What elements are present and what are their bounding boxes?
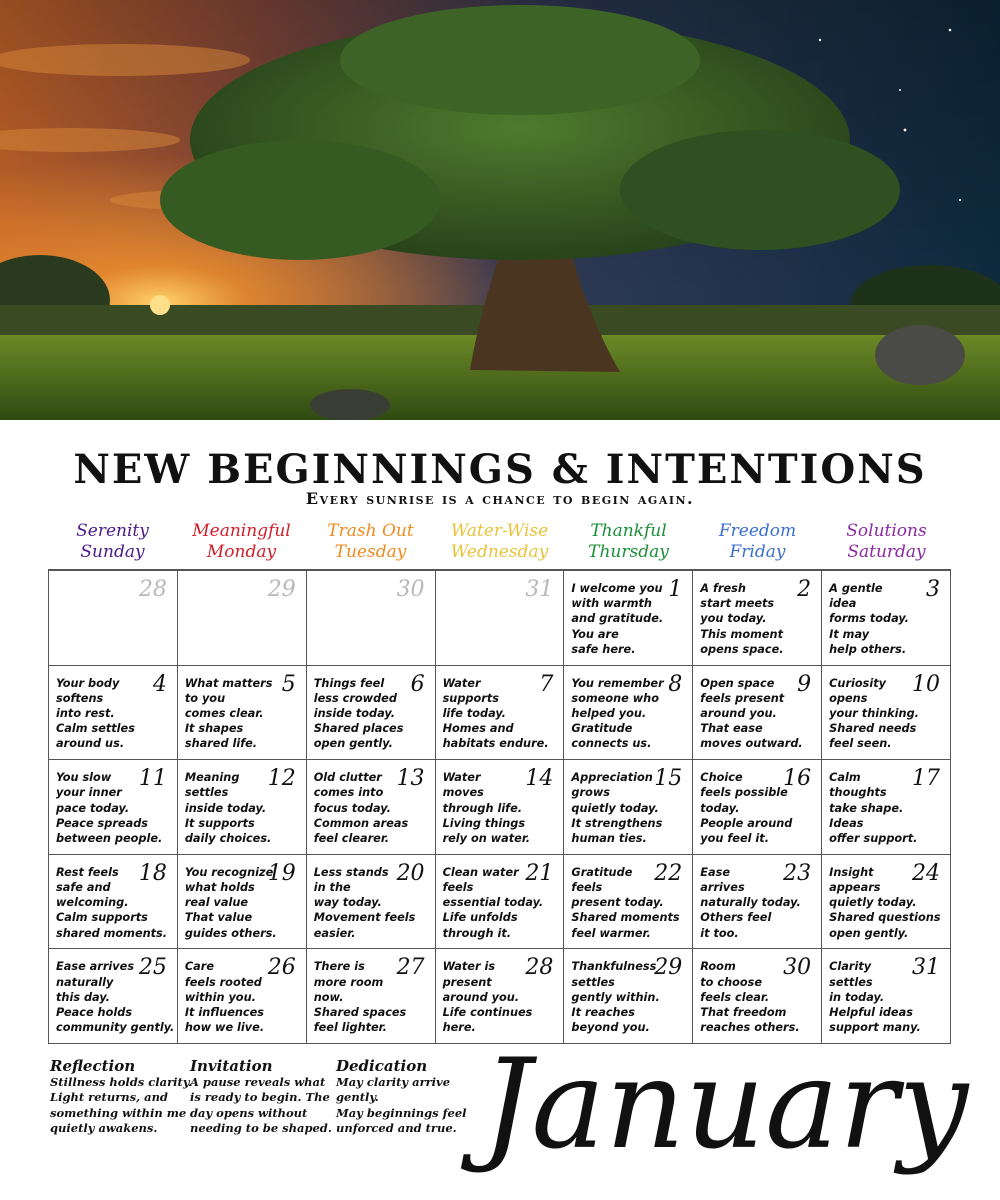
calendar-day-cell [49,666,178,761]
intention-line: and gratitude. [571,612,664,626]
calendar-day-cell [307,855,436,950]
intention-line: inside today. [313,707,396,720]
calendar-day-cell [49,949,178,1044]
day-number: 30 [783,955,812,981]
day-number: 22 [654,860,683,886]
day-number: 5 [281,671,296,697]
intention-line: you today. [700,612,767,626]
day-number: 26 [267,955,296,981]
reflection-line: quietly awakens. [50,1120,158,1135]
intention-line: your thinking. [829,707,919,720]
calendar-day-cell [178,949,307,1044]
intention-line: Open space [700,676,775,690]
dedication-note [336,1057,467,1136]
dedication-line: May clarity arrive [336,1075,451,1089]
intention-line: arrives [700,881,745,894]
weekday-header [564,521,693,569]
intention-line: Care [184,960,214,974]
day-number: 4 [152,671,167,697]
intention-line: Calm [829,771,861,785]
day-number: 31 [525,577,554,602]
oak-tree-landscape [0,0,1000,420]
day-intention [185,770,287,846]
intention-line: You recognize [184,865,274,879]
intention-line: now. [313,990,344,1004]
intention-line: Common areas [313,816,409,830]
intention-line: Room [700,960,736,974]
intention-line: idea [829,597,857,611]
day-intention [314,959,416,1035]
intention-line: gently within. [571,990,660,1004]
intention-line: open gently. [829,926,909,940]
intention-line: guides others. [184,926,277,940]
intention-line: Rest feels [56,865,119,879]
intention-line: comes into [313,786,384,800]
intention-line: supports [442,691,499,705]
intention-line: Living things [442,816,526,830]
dedication-line: gently. [336,1090,379,1105]
day-intention [56,865,168,941]
intention-line: You slow [56,771,112,785]
page-subtitle: Every sunrise is a chance to begin again. [305,489,695,508]
page-title: NEW BEGINNINGS & INTENTIONS [73,446,927,493]
intention-line: take shape. [829,801,904,815]
intention-line: Water [442,676,481,690]
calendar-day-cell [693,571,822,666]
intention-line: life today. [442,707,506,720]
intention-line: grows [571,786,611,800]
reflection-line: Stillness holds clarity. [50,1075,193,1089]
intention-line: Appreciation [571,771,653,785]
reflection-title: Reflection [50,1057,136,1075]
intention-line: Life unfolds [442,911,518,925]
intention-line: someone who [571,691,659,705]
reflection-line: something within me [50,1105,187,1120]
intention-line: quietly today. [571,801,659,815]
intention-line: This moment [700,627,783,641]
intention-line: connects us. [571,737,652,751]
weekday-name: Sunday [80,542,145,562]
intention-line: Water [442,771,481,785]
intention-line: around us. [56,737,125,751]
calendar-day-cell [693,760,822,855]
weekday-theme: Meaningful [192,521,291,541]
intention-line: offer support. [829,832,918,845]
intention-line: rely on water. [442,832,531,845]
invitation-text [190,1075,332,1136]
intention-line: help others. [829,642,907,656]
reflection-note [50,1057,192,1136]
day-number: 18 [138,860,167,886]
day-intention [443,865,545,941]
calendar-day-cell [822,666,951,761]
weekday-theme: Trash Out [327,521,414,541]
intention-line: Homes and [442,722,514,736]
day-intention [700,676,802,752]
intention-line: Things feel [313,676,385,690]
day-number: 21 [525,860,554,886]
intention-line: feels rooted [184,975,262,989]
day-number: 16 [783,766,812,792]
weekday-theme: Serenity [76,521,149,541]
intention-line: present today. [571,896,664,910]
intention-line: feels [442,881,474,894]
intention-line: inside today. [184,801,267,815]
calendar-day-cell [822,760,951,855]
weekday-theme: Solutions [846,521,927,541]
invitation-line: day opens without [190,1105,308,1120]
intention-line: into rest. [56,707,115,720]
intention-line: your inner [56,786,122,800]
intention-line: how we live. [184,1021,265,1035]
intention-line: I welcome you [571,582,663,595]
intention-line: Ease arrives [56,960,135,974]
intention-line: human ties. [571,832,647,845]
weekday-header [435,521,564,569]
calendar-day-cell [307,949,436,1044]
intention-line: focus today. [313,801,391,815]
intention-line: feel warmer. [571,926,651,940]
intention-line: with warmth [571,597,652,611]
calendar-day-cell [693,855,822,950]
day-number: 14 [525,766,554,792]
calendar-day-cell [436,571,565,666]
day-intention [829,676,931,752]
intention-line: There is [313,960,365,974]
intention-line: You remember [571,676,664,690]
intention-line: helped you. [571,707,647,720]
day-intention [56,770,163,846]
intention-line: way today. [313,896,382,910]
weekday-theme: Thankful [590,521,667,541]
intention-line: moves [442,786,484,800]
hero-image [0,0,1000,420]
dedication-text [336,1075,467,1136]
day-number: 31 [912,955,940,981]
calendar-day-cell [564,855,693,950]
intention-line: A gentle [829,582,883,595]
invitation-line: is ready to begin. The [190,1090,330,1105]
intention-line: beyond you. [571,1021,650,1035]
month-name: January [481,1033,969,1177]
intention-line: What matters [184,676,273,690]
intention-line: opens space. [700,642,784,656]
day-number: 8 [668,671,683,697]
intention-line: safe and [56,881,111,894]
intention-line: it too. [700,926,739,940]
intention-line: shared moments. [56,926,168,940]
intention-line: present [442,975,492,989]
calendar-day-cell [49,855,178,950]
weekday-header-row [48,521,951,569]
calendar-day-cell [564,666,693,761]
day-number: 9 [797,671,812,697]
intention-line: Calm settles [56,722,135,736]
day-intention [185,676,287,752]
calendar-day-cell [307,666,436,761]
intention-line: That value [184,911,253,925]
intention-line: It reaches [571,1006,635,1019]
intention-line: Others feel [700,911,772,925]
intention-line: Less stands [313,865,389,879]
day-intention [571,865,680,941]
day-number: 29 [654,955,683,981]
intention-line: Shared questions [829,911,941,925]
intention-line: feel clearer. [313,832,390,845]
intention-line: Peace holds [56,1006,133,1019]
calendar-day-cell [49,571,178,666]
intention-line: feels possible [700,786,788,800]
intention-line: Curiosity [829,676,887,690]
intention-line: reaches others. [700,1021,800,1035]
intention-line: Shared spaces [313,1006,407,1019]
day-intention [829,865,941,941]
intention-line: Shared places [313,722,404,736]
intention-line: Ideas [829,816,864,830]
intention-line: comes clear. [184,707,264,720]
day-intention [700,865,802,941]
day-number: 10 [912,671,940,697]
day-number: 3 [926,577,940,602]
weekday-name: Monday [206,542,277,562]
intention-line: to choose [700,975,763,989]
day-number: 23 [783,860,812,886]
calendar-day-cell [436,666,565,761]
intention-line: appears [829,881,881,894]
day-intention [571,770,673,846]
intention-line: real value [184,896,249,910]
intention-line: within you. [184,990,256,1004]
day-number: 20 [396,860,425,886]
calendar-day-cell [178,760,307,855]
calendar-day-cell [822,571,951,666]
invitation-title: Invitation [190,1057,273,1075]
day-intention [829,581,931,657]
weekday-theme: Water-Wise [450,521,549,541]
intention-line: welcoming. [56,896,129,910]
intention-line: It supports [184,816,255,830]
day-number: 17 [912,766,940,792]
intention-line: Gratitude [571,722,633,736]
intention-line: That freedom [700,1006,787,1019]
intention-line: in today. [829,990,885,1004]
reflection-line: Light returns, and [50,1090,168,1105]
intention-line: shared life. [184,737,258,751]
invitation-note [190,1057,332,1136]
intention-line: forms today. [829,612,909,626]
intention-line: softens [56,691,104,705]
calendar-day-cell [564,760,693,855]
day-intention [56,959,175,1035]
intention-line: Peace spreads [56,816,149,830]
intention-line: around you. [442,990,520,1004]
day-number: 12 [267,766,296,792]
intention-line: community gently. [56,1021,175,1035]
intention-line: around you. [700,707,777,720]
intention-line: A fresh [700,582,746,595]
intention-line: support many. [829,1021,921,1035]
calendar-day-cell [49,760,178,855]
calendar-day-cell [178,571,307,666]
intention-line: what holds [184,881,255,894]
intention-line: feel seen. [829,737,892,751]
intention-line: That ease [700,722,763,736]
calendar-day-cell [564,571,693,666]
intention-line: quietly today. [829,896,917,910]
intention-line: settles [184,786,229,800]
intention-line: start meets [700,597,775,611]
intention-line: Choice [700,771,743,785]
calendar-day-cell [178,855,307,950]
day-number: 29 [267,577,296,602]
day-intention [56,676,158,752]
intention-line: easier. [313,926,356,940]
weekday-header [822,521,951,569]
invitation-line: A pause reveals what [190,1075,326,1089]
intention-line: Shared needs [829,722,917,736]
day-intention [314,676,416,752]
day-intention [443,770,545,846]
reflection-text [50,1075,192,1136]
weekday-header [693,521,822,569]
intention-line: It influences [184,1006,265,1019]
intention-line: Clarity [829,960,872,974]
intention-line: naturally [56,975,114,989]
intention-line: Your body [56,676,120,690]
intention-line: Calm supports [56,911,148,925]
intention-line: It strengthens [571,816,663,830]
calendar-day-cell [178,666,307,761]
day-number: 15 [654,766,683,792]
day-intention [314,865,416,941]
calendar-grid [48,569,951,1044]
weekday-header [306,521,435,569]
weekday-theme: Freedom [718,521,797,541]
dedication-line: May beginnings feel [336,1105,467,1120]
day-number: 11 [138,766,167,792]
intention-line: opens [829,691,868,705]
intention-line: essential today. [442,896,544,910]
intention-line: through it. [442,926,512,940]
intention-line: feels clear. [700,990,770,1004]
day-intention [185,865,287,941]
intention-line: between people. [56,832,163,845]
intention-line: thoughts [829,786,887,800]
intention-line: Meaning [184,771,240,785]
intention-line: Clean water [442,865,519,879]
intention-line: naturally today. [700,896,801,910]
intention-line: this day. [56,990,110,1004]
day-intention [700,770,802,846]
day-number: 2 [797,577,812,602]
intention-line: you feel it. [700,832,769,845]
intention-line: feel lighter. [313,1021,387,1035]
day-number: 19 [267,860,296,886]
intention-line: safe here. [571,642,636,656]
intention-line: It may [829,627,870,641]
day-number: 13 [396,766,425,792]
intention-line: habitats endure. [442,737,549,751]
day-intention [571,676,673,752]
calendar-day-cell [693,666,822,761]
dedication-title: Dedication [336,1057,428,1075]
intention-line: daily choices. [184,832,272,845]
intention-line: feels present [700,691,785,705]
intention-line: Thankfulness [571,960,657,974]
intention-line: pace today. [56,801,130,815]
day-number: 6 [410,671,425,697]
intention-line: in the [313,881,351,894]
intention-line: Ease [700,865,731,879]
intention-line: settles [571,975,615,989]
weekday-name: Thursday [588,542,669,562]
intention-line: Movement feels [313,911,416,925]
weekday-header [48,521,177,569]
intention-line: here. [442,1021,476,1035]
intention-line: moves outward. [700,737,803,751]
intention-line: less crowded [313,691,397,705]
intention-line: today. [700,801,740,815]
weekday-name: Wednesday [450,542,549,562]
intention-line: People around [700,816,793,830]
day-intention [829,770,931,846]
weekday-name: Friday [729,542,786,562]
weekday-name: Tuesday [334,542,407,562]
intention-line: Gratitude [571,865,633,879]
intention-line: Shared moments [571,911,680,925]
dedication-line: unforced and true. [336,1120,457,1135]
day-number: 30 [396,577,425,602]
day-number: 1 [668,577,683,602]
day-intention [314,770,416,846]
intention-line: Insight [829,865,874,879]
calendar-day-cell [307,571,436,666]
day-number: 24 [912,860,940,886]
intention-line: You are [571,627,619,641]
day-number: 25 [138,955,167,981]
weekday-header [177,521,306,569]
day-number: 7 [539,671,554,697]
intention-line: It shapes [184,722,244,736]
intention-line: more room [313,975,384,989]
day-intention [185,959,287,1035]
day-intention [442,676,549,752]
calendar-day-cell [307,760,436,855]
day-number: 28 [525,955,554,981]
day-intention [700,581,802,657]
intention-line: Water is [442,960,496,974]
intention-line: Life continues [442,1006,533,1019]
intention-line: open gently. [313,737,393,751]
weekday-name: Saturday [847,542,926,562]
intention-line: Old clutter [313,771,382,785]
intention-line: feels [571,881,603,894]
intention-line: settles [829,975,873,989]
calendar-day-cell [822,855,951,950]
intention-line: to you [184,691,226,705]
intention-line: Helpful ideas [829,1006,913,1019]
calendar-day-cell [436,855,565,950]
intention-line: through life. [442,801,523,815]
calendar-day-cell [436,760,565,855]
day-number: 27 [396,955,425,981]
day-number: 28 [138,577,167,602]
day-intention [571,581,673,657]
invitation-line: needing to be shaped. [190,1120,332,1135]
